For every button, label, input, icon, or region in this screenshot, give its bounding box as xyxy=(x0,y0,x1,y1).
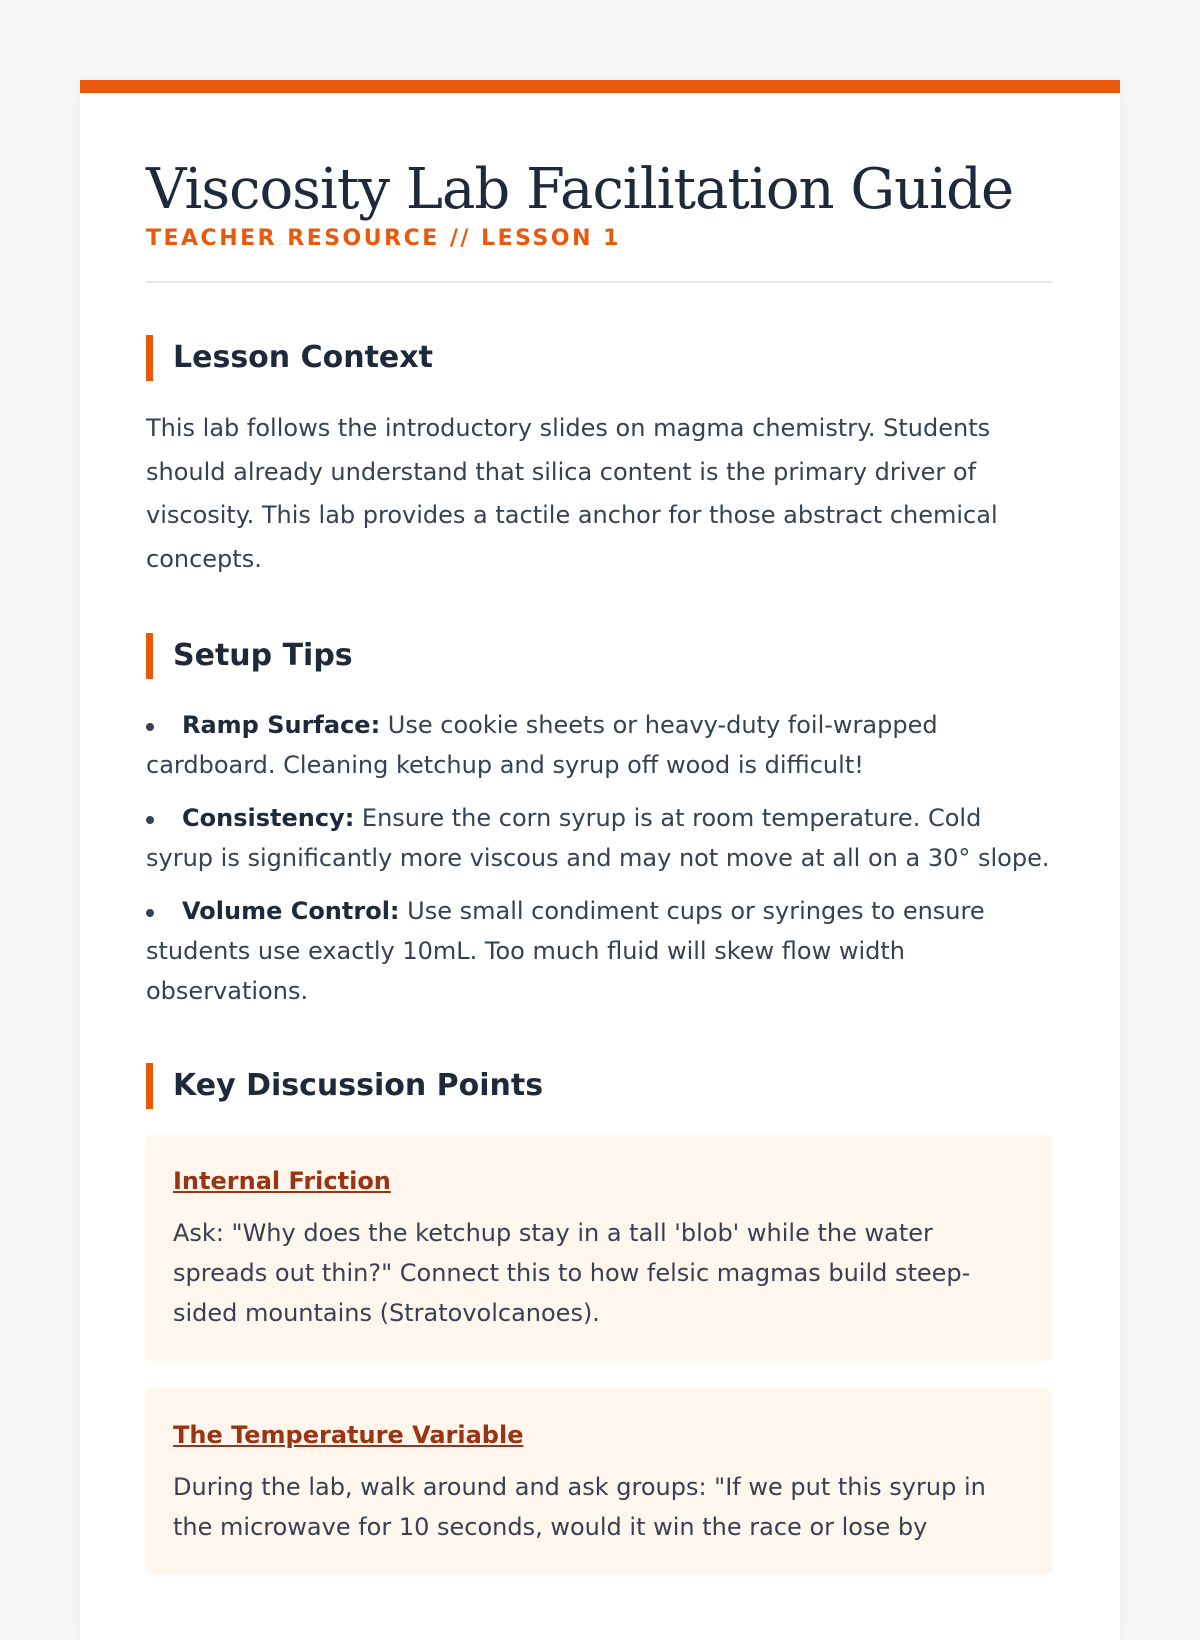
discussion-point-title-link[interactable]: The Temperature Variable xyxy=(173,1421,524,1449)
divider xyxy=(146,281,1052,283)
tip-text: Ensure the corn syrup is at room temperature. Cold syrup is significantly more viscous and may not move at all on a 30° slope. xyxy=(146,804,1050,872)
setup-tips-section xyxy=(146,633,1054,1011)
discussion-point-title-link[interactable]: Internal Friction xyxy=(173,1167,391,1195)
page-subtitle: TEACHER RESOURCE // LESSON 1 xyxy=(146,226,621,251)
discussion-point-card xyxy=(146,1389,1052,1575)
tip-label: Consistency: xyxy=(182,804,355,832)
section-heading-lesson-context: Lesson Context xyxy=(146,335,1054,381)
lesson-context-section xyxy=(146,335,1054,581)
tip-text: Use small condiment cups or syringes to ensure students use exactly 10mL. Too much fluid will skew flow width observations. xyxy=(146,897,985,1005)
setup-tips-list xyxy=(146,705,1052,1011)
discussion-section xyxy=(146,1063,1054,1575)
discussion-point-body: During the lab, walk around and ask groups: "If we put this syrup in the microwave for 10 seconds, would it win the race or lose by xyxy=(173,1473,986,1541)
tip-label: Volume Control: xyxy=(182,897,400,925)
document-card xyxy=(80,80,1120,1640)
list-item xyxy=(146,798,1052,878)
section-heading-key-discussion-points: Key Discussion Points xyxy=(146,1063,1054,1109)
tip-label: Ramp Surface: xyxy=(182,711,381,739)
discussion-point-body: Ask: "Why does the ketchup stay in a tall 'blob' while the water spreads out thin?" Connect this to how felsic magmas build steep-sided mountains (Stratovolcanoes). xyxy=(173,1219,971,1327)
lesson-context-paragraph: This lab follows the introductory slides on magma chemistry. Students should already understand that silica content is the primary driver of viscosity. This lab provides a tactile anchor for those abstract chemical concepts. xyxy=(146,414,998,573)
list-item xyxy=(146,891,1052,1011)
tip-text: Use cookie sheets or heavy-duty foil-wrapped cardboard. Cleaning ketchup and syrup off wood is difficult! xyxy=(146,711,938,779)
page-title: Viscosity Lab Facilitation Guide xyxy=(146,157,1014,222)
list-item xyxy=(146,705,1052,785)
discussion-point-card xyxy=(146,1135,1052,1361)
section-heading-setup-tips: Setup Tips xyxy=(146,633,1054,679)
